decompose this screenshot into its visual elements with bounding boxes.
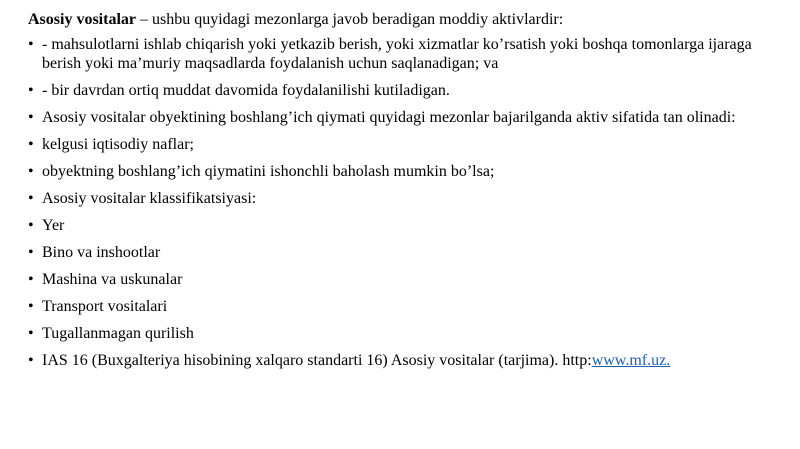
list-item-text: Bino va inshootlar — [42, 244, 161, 261]
list-item — [28, 297, 768, 316]
bullet-icon: • — [28, 271, 34, 288]
intro-term: Asosiy vositalar — [28, 11, 136, 28]
list-item — [28, 270, 768, 289]
list-item-text: - mahsulotlarni ishlab chiqarish yoki yetkazib berish, yoki xizmatlar ko’rsatish yoki boshqa tomonlarga ijaraga berish yoki ma’muriy maqsadlarda foydalanish uchun saqlanadigan; va — [42, 36, 752, 72]
intro-paragraph — [28, 10, 768, 29]
list-item-text: Asosiy vositalar obyektining boshlang’ich qiymati quyidagi mezonlar bajarilganda aktiv sifatida tan olinadi: — [42, 109, 736, 126]
list-item — [28, 243, 768, 262]
list-item-text: kelgusi iqtisodiy naflar; — [42, 136, 194, 153]
list-item-text: Tugallanmagan qurilish — [42, 325, 194, 342]
bullet-list — [28, 35, 768, 370]
bullet-icon: • — [28, 217, 34, 234]
list-item-text: Yer — [42, 217, 65, 234]
list-item — [28, 135, 768, 154]
bullet-icon: • — [28, 190, 34, 207]
bullet-icon: • — [28, 82, 34, 99]
slide-content — [28, 10, 768, 378]
list-item — [28, 35, 768, 73]
bullet-icon: • — [28, 352, 34, 369]
bullet-icon: • — [28, 36, 34, 53]
list-item — [28, 189, 768, 208]
bullet-icon: • — [28, 298, 34, 315]
list-item-text: - bir davrdan ortiq muddat davomida foydalanilishi kutiladigan. — [42, 82, 450, 99]
bullet-icon: • — [28, 136, 34, 153]
bullet-icon: • — [28, 325, 34, 342]
list-item-text: obyektning boshlang’ich qiymatini ishonchli baholash mumkin bo’lsa; — [42, 163, 495, 180]
list-item — [28, 216, 768, 235]
list-item — [28, 81, 768, 100]
mf-uz-link[interactable]: www.mf.uz. — [591, 352, 671, 369]
bullet-icon: • — [28, 109, 34, 126]
list-item-text: Transport vositalari — [42, 298, 168, 315]
list-item — [28, 351, 768, 370]
intro-definition: – ushbu quyidagi mezonlarga javob beradigan moddiy aktivlardir: — [136, 11, 564, 28]
bullet-icon: • — [28, 244, 34, 261]
list-item-text: Asosiy vositalar klassifikatsiyasi: — [42, 190, 257, 207]
list-item — [28, 162, 768, 181]
list-item-text: Mashina va uskunalar — [42, 271, 183, 288]
reference-text: IAS 16 (Buxgalteriya hisobining xalqaro standarti 16) Asosiy vositalar (tarjima). http: — [42, 352, 592, 369]
list-item — [28, 324, 768, 343]
bullet-icon: • — [28, 163, 34, 180]
list-item — [28, 108, 768, 127]
